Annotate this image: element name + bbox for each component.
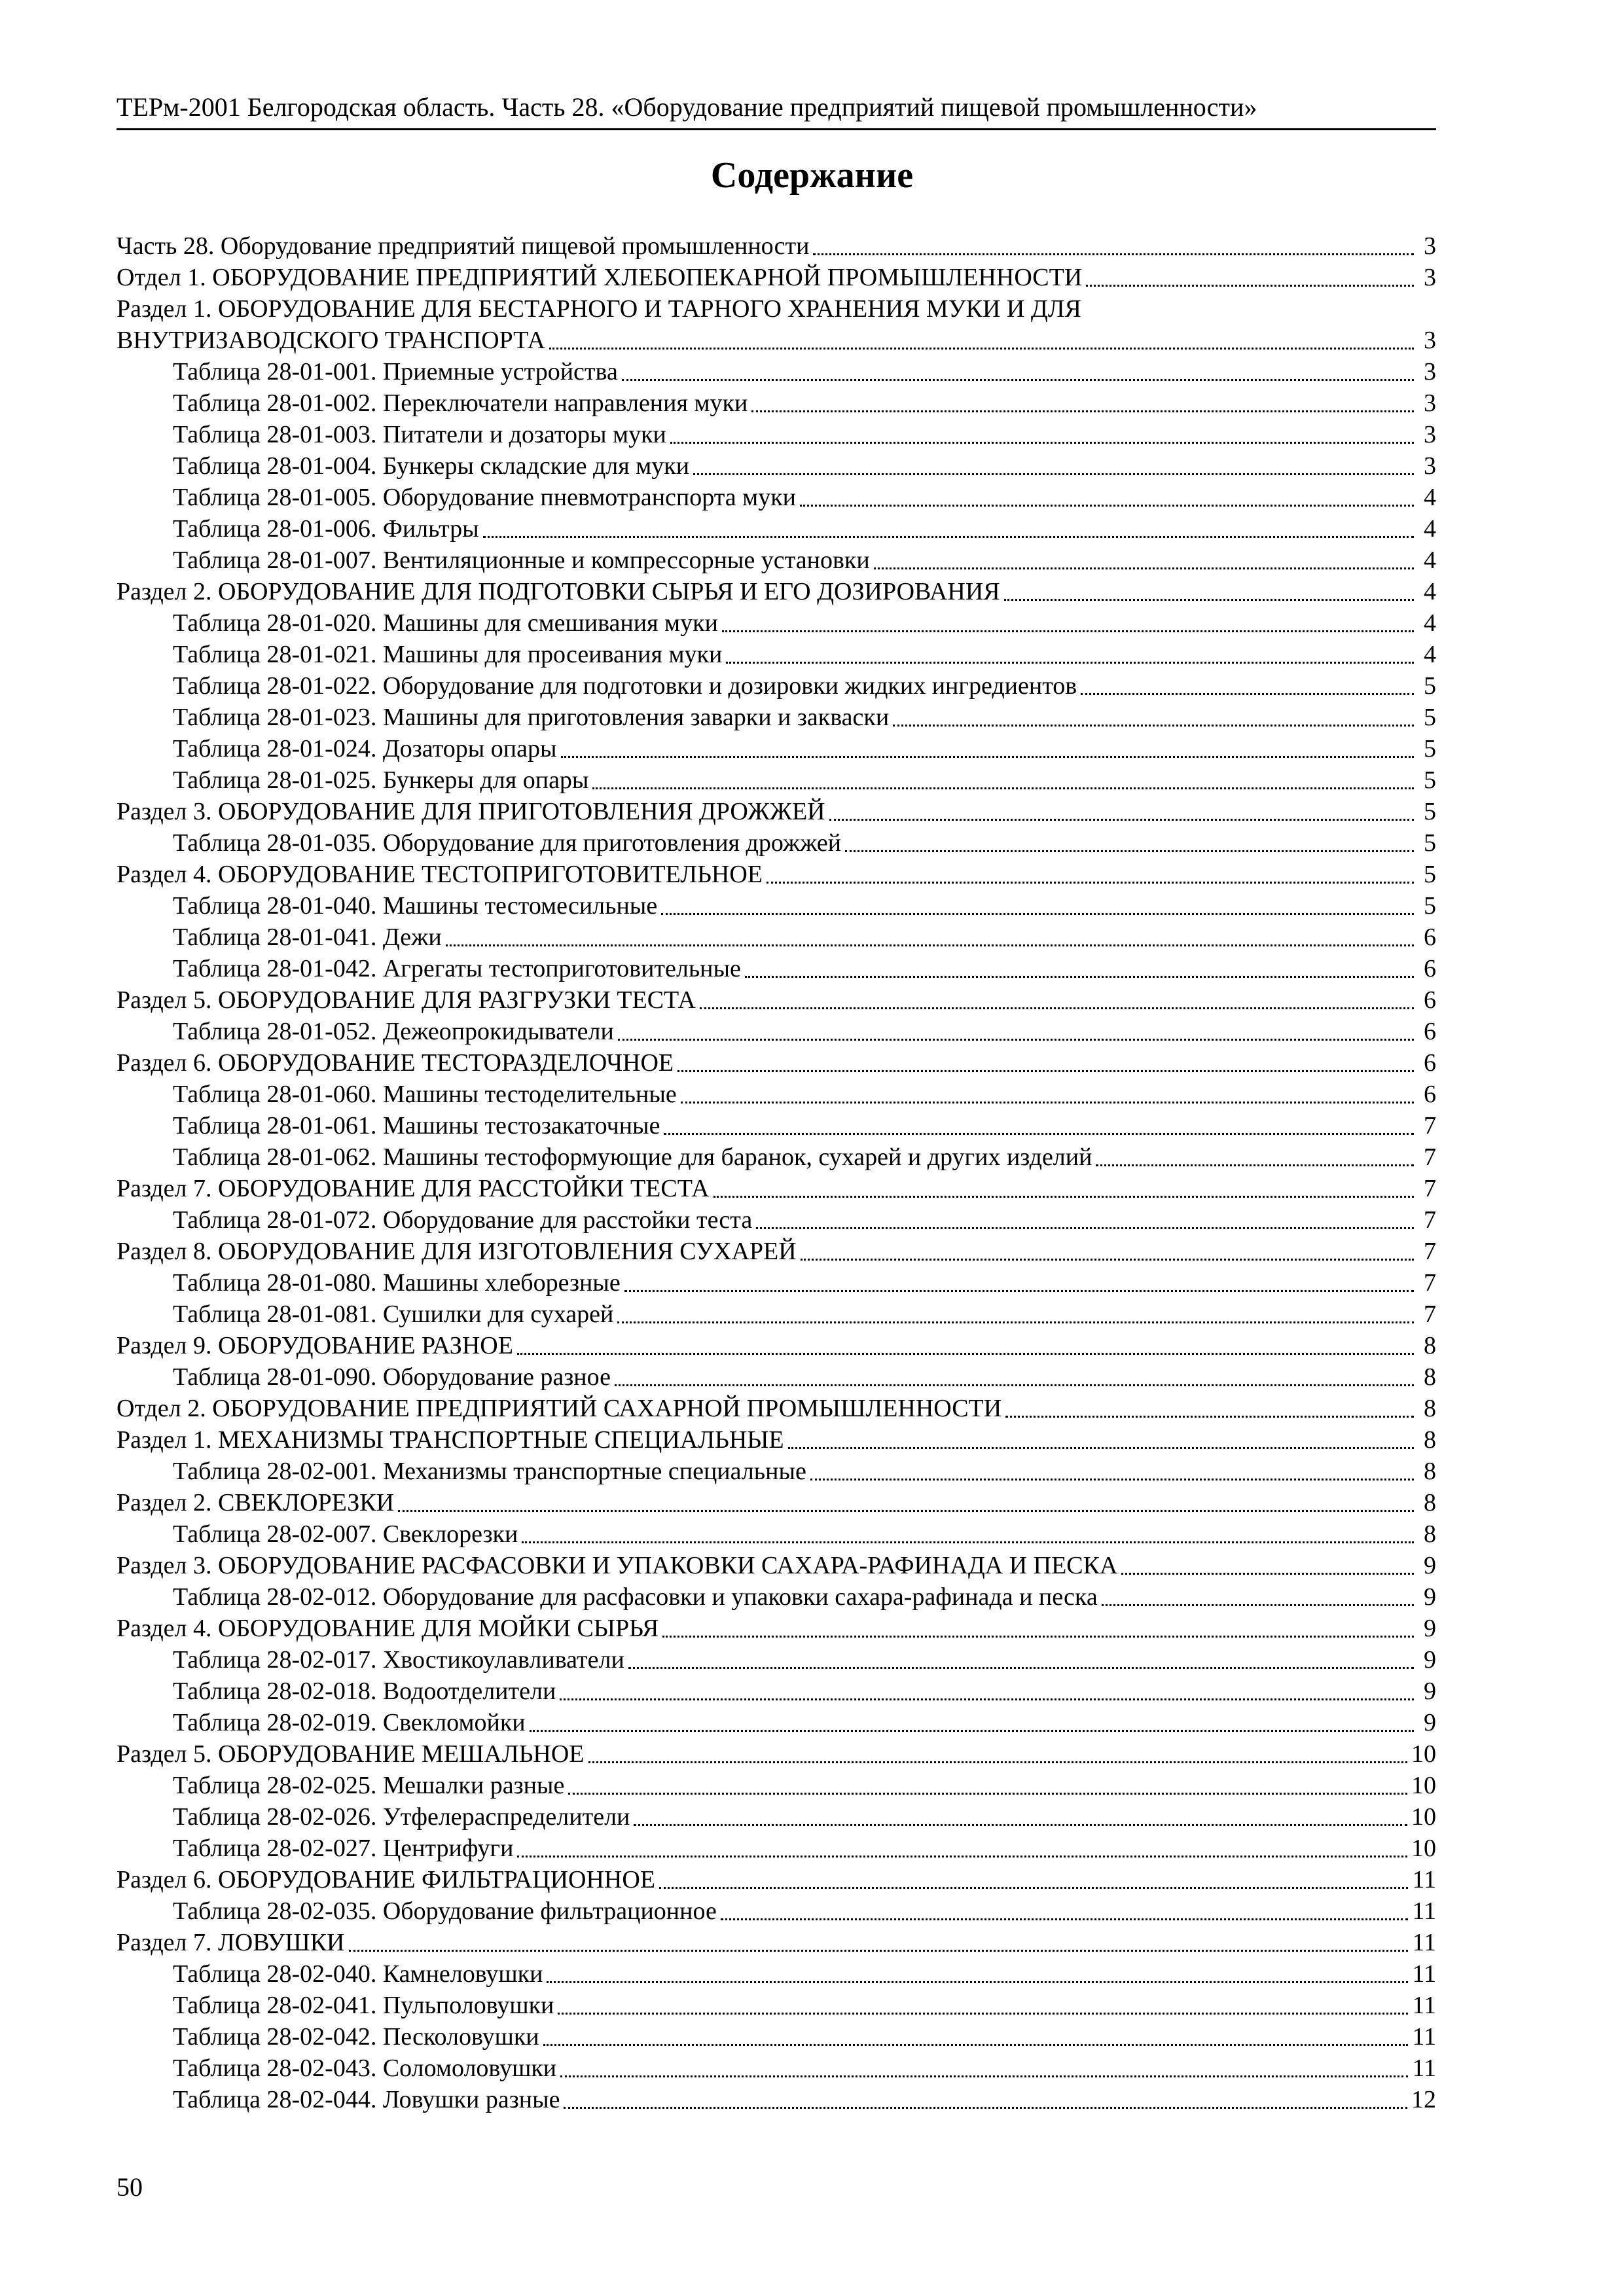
dot-leader (788, 1447, 1414, 1449)
toc-entry-title: Таблица 28-02-041. Пульполовушки (173, 1992, 554, 2019)
toc-entry-title: Таблица 28-01-005. Оборудование пневмотранспорта муки (173, 484, 797, 511)
toc-entry[interactable] (117, 1361, 1436, 1393)
dot-leader (800, 505, 1414, 507)
toc-entry[interactable] (117, 1330, 1436, 1361)
toc-entry[interactable] (117, 922, 1436, 953)
toc-entry-title: Таблица 28-02-042. Песколовушки (173, 2023, 539, 2051)
toc-entry-page: 10 (1411, 1803, 1436, 1831)
toc-entry-title: ВНУТРИЗАВОДСКОГО ТРАНСПОРТА (117, 327, 545, 354)
toc-entry-page: 4 (1424, 609, 1436, 637)
dot-leader (618, 1039, 1414, 1041)
page-number: 50 (117, 2172, 143, 2202)
dot-leader (1096, 1164, 1414, 1166)
toc-entry-page: 7 (1424, 1112, 1436, 1139)
toc-entry[interactable] (117, 702, 1436, 733)
toc-entry-page: 9 (1424, 1646, 1436, 1674)
toc-entry[interactable] (117, 545, 1436, 576)
toc-entry[interactable] (117, 576, 1436, 607)
toc-entry-title: Таблица 28-01-002. Переключатели направления муки (173, 389, 748, 417)
dot-leader (713, 1196, 1414, 1198)
toc-entry[interactable] (117, 764, 1436, 796)
toc-entry-title: Таблица 28-01-052. Дежеопрокидыватели (173, 1018, 614, 1045)
toc-entry-title: Таблица 28-01-024. Дозаторы опары (173, 735, 557, 762)
toc-entry-page: 5 (1424, 798, 1436, 825)
toc-entry-title: Таблица 28-02-018. Водоотделители (173, 1677, 556, 1705)
toc-entry[interactable] (117, 1770, 1436, 1801)
toc-entry-title: Таблица 28-02-043. Соломоловушки (173, 2054, 557, 2082)
dot-leader (722, 630, 1414, 632)
toc-entry-title: Раздел 7. ЛОВУШКИ (117, 1929, 345, 1956)
toc-entry-page: 12 (1411, 2086, 1436, 2113)
toc-entry[interactable] (117, 482, 1436, 513)
toc-entry-title: Отдел 2. ОБОРУДОВАНИЕ ПРЕДПРИЯТИЙ САХАРНОЙ ПРОМЫШЛЕННОСТИ (117, 1395, 1002, 1422)
toc-entry[interactable] (117, 262, 1436, 293)
table-of-contents (117, 230, 1436, 2115)
toc-entry-title: Таблица 28-01-041. Дежи (173, 924, 442, 951)
toc-entry[interactable] (117, 356, 1436, 387)
toc-entry[interactable] (117, 1393, 1436, 1424)
dot-leader (810, 1479, 1414, 1480)
toc-entry-title: Раздел 2. ОБОРУДОВАНИЕ ДЛЯ ПОДГОТОВКИ СЫРЬЯ И ЕГО ДОЗИРОВАНИЯ (117, 578, 1000, 605)
toc-entry[interactable] (117, 733, 1436, 764)
toc-entry-page: 4 (1424, 484, 1436, 511)
toc-entry[interactable] (117, 230, 1436, 262)
toc-entry-page: 8 (1424, 1458, 1436, 1485)
dot-leader (662, 1636, 1414, 1638)
toc-entry-page: 6 (1424, 986, 1436, 1014)
toc-entry-title: Таблица 28-01-062. Машины тестоформующие для баранок, сухарей и других изделий (173, 1143, 1092, 1171)
toc-entry-page: 5 (1424, 672, 1436, 700)
toc-entry[interactable] (117, 1456, 1436, 1487)
toc-entry-title: Таблица 28-02-007. Свеклорезки (173, 1520, 518, 1548)
toc-entry-page: 7 (1424, 1175, 1436, 1202)
dot-leader (829, 819, 1414, 821)
toc-entry[interactable] (117, 639, 1436, 670)
dot-leader (681, 1102, 1414, 1103)
dot-leader (801, 1259, 1414, 1261)
dot-leader (547, 1981, 1408, 1983)
running-header: ТЕРм-2001 Белгородская область. Часть 28. «Оборудование предприятий пищевой промышленности» (117, 92, 1257, 122)
toc-entry[interactable] (117, 984, 1436, 1016)
toc-entry-page: 4 (1424, 578, 1436, 605)
toc-entry[interactable] (117, 1738, 1436, 1770)
toc-entry[interactable] (117, 1864, 1436, 1895)
toc-entry[interactable] (117, 325, 1436, 356)
toc-entry-title: Таблица 28-01-007. Вентиляционные и компрессорные установки (173, 547, 870, 574)
toc-entry-page: 9 (1424, 1709, 1436, 1736)
toc-entry-title: Раздел 1. МЕХАНИЗМЫ ТРАНСПОРТНЫЕ СПЕЦИАЛЬНЫЕ (117, 1426, 784, 1454)
toc-entry[interactable] (117, 859, 1436, 890)
toc-entry-title: Таблица 28-01-040. Машины тестомесильные (173, 892, 658, 920)
toc-entry-page: 6 (1424, 924, 1436, 951)
dot-leader (446, 944, 1414, 946)
toc-entry-title: Таблица 28-01-022. Оборудование для подготовки и дозировки жидких ингредиентов (173, 672, 1077, 700)
dot-leader (560, 1698, 1414, 1700)
dot-leader (543, 2044, 1409, 2046)
toc-entry[interactable] (117, 1204, 1436, 1236)
toc-entry[interactable] (117, 2021, 1436, 2053)
toc-entry[interactable] (117, 1141, 1436, 1173)
toc-entry-page: 11 (1412, 2023, 1436, 2051)
dot-leader (617, 1321, 1414, 1323)
toc-entry-page: 9 (1424, 1677, 1436, 1705)
toc-entry-page: 3 (1424, 452, 1436, 480)
toc-entry-title: Таблица 28-01-001. Приемные устройства (173, 358, 618, 386)
dot-leader (700, 1007, 1414, 1009)
toc-entry[interactable] (117, 1927, 1436, 1958)
toc-entry-page: 10 (1411, 1740, 1436, 1768)
toc-entry-title: Раздел 9. ОБОРУДОВАНИЕ РАЗНОЕ (117, 1332, 513, 1359)
dot-leader (845, 850, 1414, 852)
toc-entry-page: 8 (1424, 1520, 1436, 1548)
toc-entry-title: Таблица 28-01-042. Агрегаты тестоприготовительные (173, 955, 741, 982)
dot-leader (661, 913, 1414, 915)
toc-entry-page: 9 (1424, 1583, 1436, 1611)
page-title: Содержание (710, 155, 914, 196)
dot-leader (1005, 1416, 1414, 1418)
dot-leader (1081, 693, 1414, 695)
toc-entry-page: 11 (1412, 2054, 1436, 2082)
toc-entry-title: Таблица 28-02-035. Оборудование фильтрационное (173, 1897, 717, 1925)
dot-leader (560, 2075, 1408, 2077)
toc-entry[interactable] (117, 419, 1436, 450)
header-rule (117, 128, 1436, 130)
toc-entry-page: 8 (1424, 1363, 1436, 1391)
toc-entry-title: Таблица 28-01-006. Фильтры (173, 515, 479, 543)
toc-entry-title: Таблица 28-01-080. Машины хлеборезные (173, 1269, 621, 1297)
toc-entry-title: Таблица 28-02-025. Мешалки разные (173, 1772, 565, 1799)
toc-entry-title: Раздел 2. СВЕКЛОРЕЗКИ (117, 1489, 395, 1516)
toc-entry[interactable] (117, 1016, 1436, 1047)
toc-entry-page: 3 (1424, 358, 1436, 386)
toc-entry[interactable] (117, 450, 1436, 482)
toc-entry-page: 3 (1424, 389, 1436, 417)
toc-entry[interactable] (117, 670, 1436, 702)
dot-leader (522, 1541, 1414, 1543)
toc-entry-page: 4 (1424, 547, 1436, 574)
toc-entry-title: Раздел 5. ОБОРУДОВАНИЕ ДЛЯ РАЗГРУЗКИ ТЕСТА (117, 986, 696, 1014)
toc-entry-title: Таблица 28-02-017. Хвостикоулавливатели (173, 1646, 624, 1674)
dot-leader (1121, 1573, 1414, 1575)
toc-entry-title: Таблица 28-01-021. Машины для просеивания муки (173, 641, 723, 668)
toc-entry[interactable] (117, 1676, 1436, 1707)
dot-leader (588, 1761, 1407, 1763)
toc-entry[interactable] (117, 1895, 1436, 1927)
toc-entry-title: Таблица 28-02-040. Камнеловушки (173, 1960, 543, 1988)
toc-entry[interactable] (117, 1958, 1436, 1990)
toc-entry-page: 11 (1412, 1992, 1436, 2019)
dot-leader (624, 1290, 1414, 1292)
toc-entry-page: 6 (1424, 1081, 1436, 1108)
toc-entry[interactable] (117, 796, 1436, 827)
toc-entry-page: 4 (1424, 641, 1436, 668)
toc-entry-page: 8 (1424, 1426, 1436, 1454)
toc-entry-title: Таблица 28-01-020. Машины для смешивания муки (173, 609, 718, 637)
toc-entry-page: 7 (1424, 1143, 1436, 1171)
dot-leader (726, 662, 1414, 664)
dot-leader (1102, 1604, 1414, 1606)
toc-entry-page: 11 (1412, 1960, 1436, 1988)
toc-entry-title: Таблица 28-02-001. Механизмы транспортные специальные (173, 1458, 806, 1485)
toc-entry-title: Отдел 1. ОБОРУДОВАНИЕ ПРЕДПРИЯТИЙ ХЛЕБОПЕКАРНОЙ ПРОМЫШЛЕННОСТИ (117, 264, 1083, 291)
toc-entry-page: 9 (1424, 1615, 1436, 1642)
toc-entry[interactable] (117, 1047, 1436, 1079)
toc-entry-page: 4 (1424, 515, 1436, 543)
toc-entry-page: 6 (1424, 1018, 1436, 1045)
dot-leader (517, 1353, 1414, 1355)
toc-entry-title: Раздел 3. ОБОРУДОВАНИЕ ДЛЯ ПРИГОТОВЛЕНИЯ ДРОЖЖЕЙ (117, 798, 825, 825)
toc-entry-page: 3 (1424, 327, 1436, 354)
toc-entry-title: Таблица 28-01-025. Бункеры для опары (173, 766, 589, 794)
toc-entry-title: Раздел 1. ОБОРУДОВАНИЕ ДЛЯ БЕСТАРНОГО И ТАРНОГО ХРАНЕНИЯ МУКИ И ДЛЯ (117, 295, 1081, 323)
toc-entry-page: 10 (1411, 1835, 1436, 1862)
toc-entry[interactable] (117, 1550, 1436, 1581)
toc-entry-page: 10 (1411, 1772, 1436, 1799)
toc-entry-page: 7 (1424, 1269, 1436, 1297)
toc-entry-page: 11 (1412, 1929, 1436, 1956)
toc-entry[interactable] (117, 1990, 1436, 2021)
toc-entry-title: Раздел 6. ОБОРУДОВАНИЕ ТЕСТОРАЗДЕЛОЧНОЕ (117, 1049, 674, 1077)
dot-leader (568, 1793, 1407, 1795)
toc-entry-page: 7 (1424, 1300, 1436, 1328)
toc-entry-page: 8 (1424, 1395, 1436, 1422)
toc-entry-title: Раздел 7. ОБОРУДОВАНИЕ ДЛЯ РАССТОЙКИ ТЕСТА (117, 1175, 710, 1202)
toc-entry-page: 5 (1424, 861, 1436, 888)
dot-leader (874, 567, 1414, 569)
toc-entry-title: Таблица 28-01-090. Оборудование разное (173, 1363, 611, 1391)
toc-entry-page: 8 (1424, 1332, 1436, 1359)
toc-entry[interactable] (117, 2084, 1436, 2115)
toc-entry[interactable] (117, 890, 1436, 922)
toc-entry-title: Раздел 4. ОБОРУДОВАНИЕ ТЕСТОПРИГОТОВИТЕЛЬНОЕ (117, 861, 763, 888)
toc-entry[interactable] (117, 1236, 1436, 1267)
dot-leader (767, 882, 1414, 884)
dot-leader (530, 1730, 1414, 1732)
toc-entry[interactable] (117, 1110, 1436, 1141)
dot-leader (664, 1133, 1414, 1135)
toc-entry[interactable] (117, 1173, 1436, 1204)
toc-entry-title: Таблица 28-02-027. Центрифуги (173, 1835, 514, 1862)
dot-leader (483, 536, 1414, 538)
toc-entry-title: Часть 28. Оборудование предприятий пищевой промышленности (117, 232, 810, 260)
toc-entry-page: 9 (1424, 1552, 1436, 1579)
toc-entry[interactable] (117, 1581, 1436, 1613)
toc-entry-title: Раздел 3. ОБОРУДОВАНИЕ РАСФАСОВКИ И УПАКОВКИ САХАРА-РАФИНАДА И ПЕСКА (117, 1552, 1118, 1579)
toc-entry[interactable] (117, 1267, 1436, 1299)
toc-entry[interactable] (117, 1487, 1436, 1518)
dot-leader (745, 976, 1414, 978)
dot-leader (670, 442, 1414, 444)
toc-entry-page: 5 (1424, 704, 1436, 731)
toc-entry[interactable] (117, 293, 1436, 325)
toc-entry[interactable] (117, 1644, 1436, 1676)
dot-leader (561, 756, 1414, 758)
toc-entry-title: Таблица 28-01-003. Питатели и дозаторы муки (173, 421, 666, 448)
toc-entry[interactable] (117, 827, 1436, 859)
toc-entry-title: Таблица 28-02-019. Свекломойки (173, 1709, 526, 1736)
dot-leader (349, 1950, 1409, 1952)
dot-leader (693, 473, 1414, 475)
dot-leader (398, 1510, 1414, 1512)
toc-entry-page: 3 (1424, 264, 1436, 291)
toc-entry[interactable] (117, 1424, 1436, 1456)
toc-entry[interactable] (117, 1833, 1436, 1864)
toc-entry-title: Таблица 28-02-044. Ловушки разные (173, 2086, 560, 2113)
toc-entry-title: Таблица 28-01-072. Оборудование для расстойки теста (173, 1206, 753, 1234)
dot-leader (677, 1070, 1414, 1072)
toc-entry-title: Раздел 6. ОБОРУДОВАНИЕ ФИЛЬТРАЦИОННОЕ (117, 1866, 656, 1893)
dot-leader (751, 410, 1414, 412)
toc-entry[interactable] (117, 1518, 1436, 1550)
dot-leader (517, 1856, 1407, 1857)
toc-entry-title: Таблица 28-02-026. Утфелераспределители (173, 1803, 630, 1831)
toc-entry-page: 6 (1424, 1049, 1436, 1077)
toc-entry[interactable] (117, 1613, 1436, 1644)
dot-leader (628, 1667, 1414, 1669)
dot-leader (893, 725, 1414, 726)
toc-entry-title: Таблица 28-01-023. Машины для приготовления заварки и закваски (173, 704, 890, 731)
toc-entry-page: 3 (1424, 232, 1436, 260)
toc-entry-title: Раздел 5. ОБОРУДОВАНИЕ МЕШАЛЬНОЕ (117, 1740, 585, 1768)
dot-leader (615, 1384, 1414, 1386)
toc-entry-title: Таблица 28-01-061. Машины тестозакаточные (173, 1112, 660, 1139)
toc-entry-title: Таблица 28-01-035. Оборудование для приготовления дрожжей (173, 829, 842, 857)
dot-leader (549, 348, 1414, 350)
toc-entry-page: 11 (1412, 1897, 1436, 1925)
dot-leader (564, 2107, 1407, 2109)
toc-entry[interactable] (117, 1801, 1436, 1833)
toc-entry-page: 5 (1424, 735, 1436, 762)
toc-entry[interactable] (117, 1299, 1436, 1330)
toc-entry-page: 6 (1424, 955, 1436, 982)
toc-entry-page: 3 (1424, 421, 1436, 448)
toc-entry-title: Раздел 4. ОБОРУДОВАНИЕ ДЛЯ МОЙКИ СЫРЬЯ (117, 1615, 659, 1642)
dot-leader (1086, 285, 1414, 287)
toc-entry[interactable] (117, 387, 1436, 419)
dot-leader (558, 2013, 1408, 2015)
toc-entry[interactable] (117, 513, 1436, 545)
toc-entry-page: 11 (1412, 1866, 1436, 1893)
dot-leader (592, 787, 1414, 789)
dot-leader (659, 1887, 1408, 1889)
toc-entry[interactable] (117, 1079, 1436, 1110)
toc-entry[interactable] (117, 953, 1436, 984)
toc-entry-title: Раздел 8. ОБОРУДОВАНИЕ ДЛЯ ИЗГОТОВЛЕНИЯ СУХАРЕЙ (117, 1238, 797, 1265)
toc-entry-page: 5 (1424, 766, 1436, 794)
toc-entry-page: 7 (1424, 1206, 1436, 1234)
toc-entry[interactable] (117, 1707, 1436, 1738)
dot-leader (1004, 599, 1414, 601)
dot-leader (622, 379, 1414, 381)
toc-entry-page: 7 (1424, 1238, 1436, 1265)
toc-entry-title: Таблица 28-01-060. Машины тестоделительные (173, 1081, 677, 1108)
toc-entry-page: 8 (1424, 1489, 1436, 1516)
dot-leader (813, 253, 1414, 255)
dot-leader (721, 1918, 1409, 1920)
dot-leader (634, 1824, 1407, 1826)
toc-entry-page: 5 (1424, 829, 1436, 857)
toc-entry-page: 5 (1424, 892, 1436, 920)
toc-entry-title: Таблица 28-01-081. Сушилки для сухарей (173, 1300, 614, 1328)
dot-leader (756, 1227, 1414, 1229)
toc-entry-title: Таблица 28-02-012. Оборудование для расфасовки и упаковки сахара-рафинада и песка (173, 1583, 1098, 1611)
toc-entry-title: Таблица 28-01-004. Бункеры складские для муки (173, 452, 690, 480)
toc-entry[interactable] (117, 2053, 1436, 2084)
toc-entry[interactable] (117, 607, 1436, 639)
